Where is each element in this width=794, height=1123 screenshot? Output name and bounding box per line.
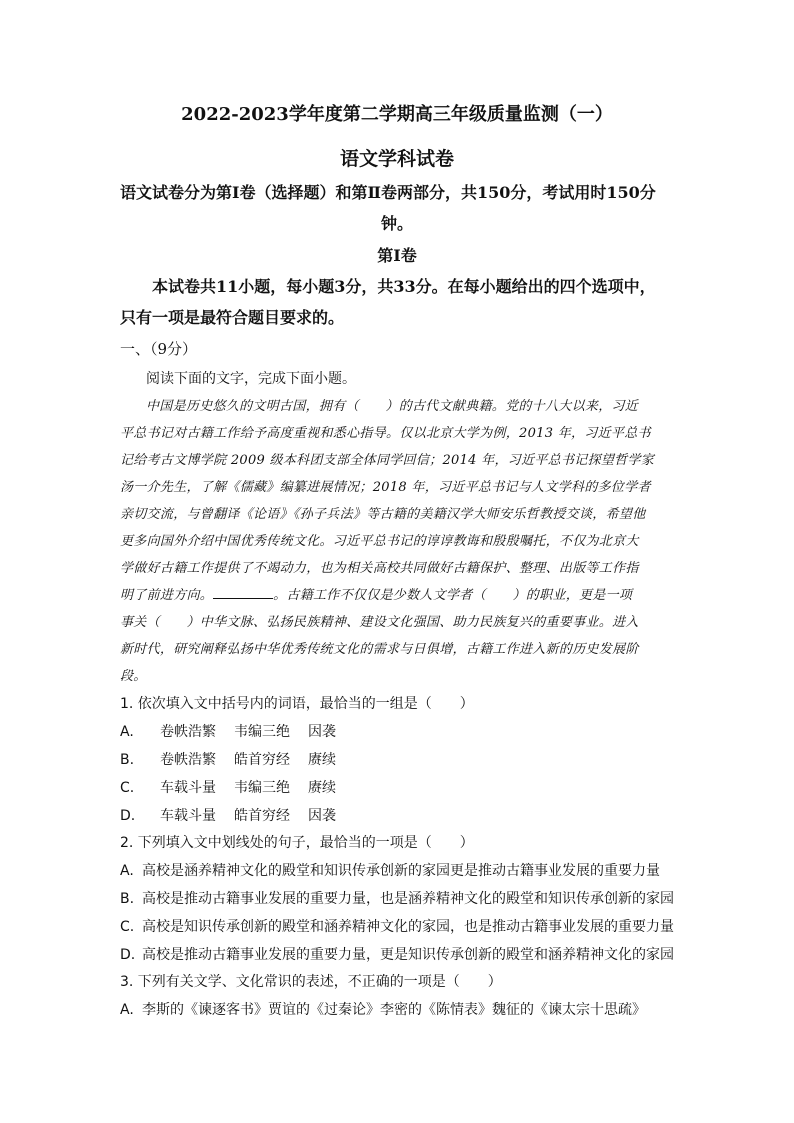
question-2-option-b[interactable] [120,888,674,908]
option-word: 赓续 [308,780,336,796]
question-1-option-a[interactable] [120,721,354,741]
passage-line: 学做好古籍工作提供了不竭动力，也为相关高校共同做好古籍保护、整理、出版等工作指 [120,561,639,576]
volume-instr-line-1: 本试卷共11小题，每小题3分，共33分。在每小题给出的四个选项中， [152,277,656,296]
passage-line: 更多向国外介绍中国优秀传统文化。习近平总书记的谆谆教诲和殷殷嘱托，不仅为北京大 [120,534,639,549]
passage-text: 。古籍工作不仅仅是少数人文学者（ ）的职业，更是一项 [273,588,633,603]
option-letter: C. [120,780,135,796]
passage-text: 明了前进方向。 [120,588,214,603]
question-1-option-b[interactable] [120,749,354,769]
option-word: 卷帙浩繁 [160,752,216,768]
option-word: 皓首穷经 [234,752,290,768]
option-letter: A. [120,863,134,879]
volume-heading: 第Ⅰ卷 [377,246,417,265]
option-word: 卷帙浩繁 [160,724,216,740]
question-1-option-c[interactable] [120,777,354,797]
option-text: 高校是知识传承创新的殿堂和涵养精神文化的家园，也是推动古籍事业发展的重要力量 [142,919,674,935]
option-text: 高校是推动古籍事业发展的重要力量，更是知识传承创新的殿堂和涵养精神文化的家园 [142,947,674,963]
option-word: 因袭 [308,808,336,824]
passage-line: 记给考古文博学院 2009 级本科团支部全体同学回信；2014 年，习近平总书记探望哲学家 [120,453,655,468]
passage-line: 汤一介先生，了解《儒藏》编纂进展情况；2018 年，习近平总书记与人文学科的多位学者 [120,480,651,495]
question-3-option-a[interactable] [120,999,646,1019]
option-word: 车载斗量 [160,808,216,824]
exam-title: 2022-2023学年度第二学期高三年级质量监测（一） [181,104,613,125]
option-letter: A. [120,724,134,740]
option-letter: D. [120,808,136,824]
option-word: 皓首穷经 [234,808,290,824]
question-1-option-d[interactable] [120,805,354,825]
passage-line: 段。 [120,669,147,684]
question-3-stem: 3. 下列有关文学、文化常识的表述，不正确的一项是（ ） [120,974,502,990]
option-letter: B. [120,752,135,768]
option-text: 高校是涵养精神文化的殿堂和知识传承创新的家园更是推动古籍事业发展的重要力量 [142,863,660,879]
option-letter: A. [120,1002,134,1018]
option-word: 赓续 [308,752,336,768]
passage-line [120,584,632,603]
option-text: 高校是推动古籍事业发展的重要力量，也是涵养精神文化的殿堂和知识传承创新的家园 [142,891,674,907]
option-letter: B. [120,891,135,907]
option-word: 因袭 [308,724,336,740]
passage-line: 中国是历史悠久的文明古国，拥有（ ）的古代文献典籍。党的十八大以来，习近 [146,399,639,414]
passage-line: 亲切交流，与曾翻译《论语》《孙子兵法》等古籍的美籍汉学大师安乐哲教授交谈，希望他 [120,507,646,522]
intro-line-2: 钟。 [380,214,413,233]
option-word: 韦编三绝 [234,780,290,796]
option-word: 车载斗量 [160,780,216,796]
question-1-stem: 1. 依次填入文中括号内的词语，最恰当的一组是（ ） [120,696,474,712]
passage-line: 事关（ ）中华文脉、弘扬民族精神、建设文化强国、助力民族复兴的重要事业。进入 [120,615,639,630]
option-word: 韦编三绝 [234,724,290,740]
section-heading: 一、（9分） [120,340,198,358]
question-2-option-d[interactable] [120,944,674,964]
fill-blank-underline [213,586,273,599]
volume-instr-line-2: 只有一项是最符合题目要求的。 [120,308,345,327]
option-letter: C. [120,919,135,935]
option-text: 李斯的《谏逐客书》贾谊的《过秦论》李密的《陈情表》魏征的《谏太宗十思疏》 [142,1002,646,1018]
option-letter: D. [120,947,136,963]
section-lead: 阅读下面的文字，完成下面小题。 [146,371,356,387]
question-2-option-c[interactable] [120,916,674,936]
passage-line: 新时代，研究阐释弘扬中华优秀传统文化的需求与日俱增，古籍工作进入新的历史发展阶 [120,642,639,657]
question-2-option-a[interactable] [120,860,660,880]
passage-line: 平总书记对古籍工作给予高度重视和悉心指导。仅以北京大学为例，2013 年，习近平总书 [120,426,651,441]
intro-line-1: 语文试卷分为第Ⅰ卷（选择题）和第Ⅱ卷两部分，共150分，考试用时150分 [120,183,656,202]
exam-subtitle: 语文学科试卷 [339,148,454,170]
question-2-stem: 2. 下列填入文中划线处的句子，最恰当的一项是（ ） [120,835,474,851]
